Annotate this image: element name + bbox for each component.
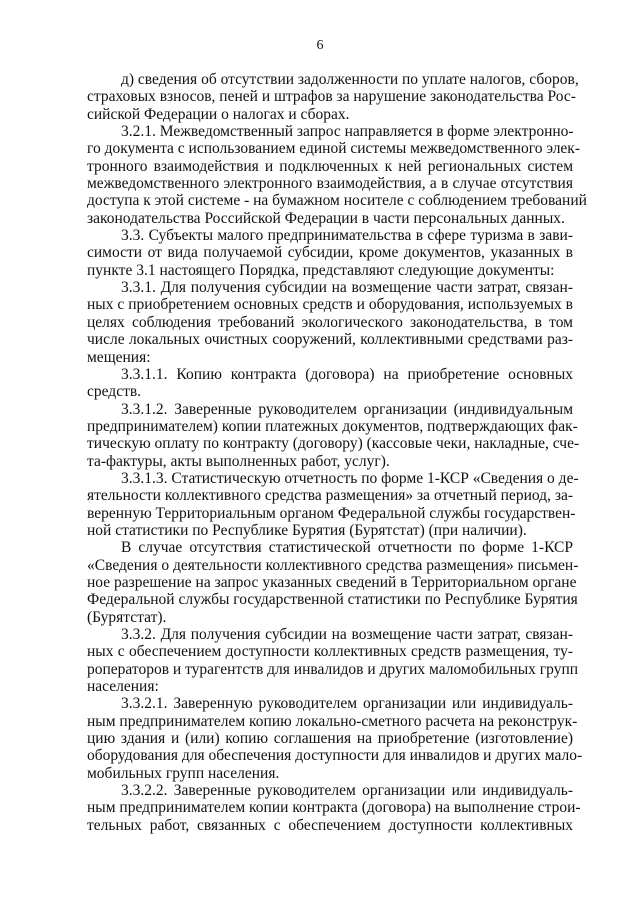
text-line: Федеральной службы государственной статистики по Республике Бурятия	[87, 591, 578, 609]
text-line: 3.3.1.1. Копию контракта (договора) на приобретение основных	[121, 365, 573, 383]
text-line: доступа к этой системе - на бумажном носителе с соблюдением требований	[87, 192, 587, 210]
text-line: ным предпринимателем копии контракта (договора) на выполнение строи-	[87, 799, 581, 817]
text-line: средств.	[87, 383, 142, 401]
text-line: пункте 3.1 настоящего Порядка, представляют следующие документы:	[87, 261, 555, 279]
text-line: ятельности коллективного средства размещения» за отчетный период, за-	[87, 487, 573, 505]
text-line: веренную Территориальным органом Федеральной службы государствен-	[87, 504, 576, 522]
text-line: страховых взносов, пеней и штрафов за нарушение законодательства Рос-	[87, 88, 576, 106]
text-line: населения:	[87, 678, 159, 696]
page-number: 6	[316, 38, 324, 53]
text-line: д) сведения об отсутствии задолженности по уплате налогов, сборов,	[121, 71, 579, 88]
text-line: 3.3.1. Для получения субсидии на возмещение части затрат, связан-	[121, 279, 573, 297]
text-line: В случае отсутствия статистической отчетности по форме 1-КСР	[121, 539, 573, 557]
text-line: 3.2.1. Межведомственный запрос направляется в форме электронно-	[121, 123, 574, 141]
text-line: мобильных групп населения.	[87, 764, 280, 782]
text-line: (Бурятстат).	[87, 608, 167, 626]
text-line: предпринимателем) копии платежных документов, подтверждающих фак-	[87, 417, 578, 435]
text-line: цию здания и (или) копию соглашения на приобретение (изготовление)	[87, 730, 573, 748]
text-line: тическую оплату по контракту (договору) (кассовые чеки, накладные, сче-	[87, 435, 580, 453]
text-line: законодательства Российской Федерации в части персональных данных.	[87, 209, 565, 227]
text-line: ное разрешение на запрос указанных сведений в Территориальном органе	[87, 573, 577, 591]
text-line: 3.3.2.2. Заверенные руководителем организации или индивидуаль-	[121, 782, 573, 800]
text-line: тельных работ, связанных с обеспечением доступности коллективных	[87, 816, 573, 834]
text-line: 3.3.2. Для получения субсидии на возмещение части затрат, связан-	[121, 626, 573, 643]
text-line: ной статистики по Республике Бурятия (Бурятстат) (при наличии).	[87, 521, 527, 539]
text-line: ным предпринимателем копию локально-сметного расчета на реконструк-	[87, 712, 578, 730]
text-line: оборудования для обеспечения доступности для инвалидов и других мало-	[87, 747, 583, 765]
text-line: ных с обеспечением доступности коллективных средств размещения, ту-	[87, 643, 573, 661]
text-line: 3.3.1.2. Заверенные руководителем организации (индивидуальным	[121, 400, 573, 418]
text-line: роператоров и турагентств для инвалидов и других маломобильных групп	[87, 660, 579, 678]
text-line: го документа с использованием единой системы межведомственного элек-	[87, 140, 580, 158]
text-line: числе локальных очистных сооружений, коллективными средствами раз-	[87, 331, 573, 349]
text-line: 3.3.2.1. Заверенную руководителем организации или индивидуаль-	[121, 695, 573, 713]
text-line: целях соблюдения требований экологического законодательства, в том	[87, 313, 573, 331]
text-line: 3.3. Субъекты малого предпринимательства в сфере туризма в зави-	[121, 227, 573, 245]
text-line: тронного взаимодействия и подключенных к ней региональных систем	[87, 157, 573, 175]
text-line: 3.3.1.3. Статистическую отчетность по форме 1-КСР «Сведения о де-	[121, 469, 579, 487]
text-line: та-фактуры, акты выполненных работ, услуг).	[87, 452, 390, 470]
text-line: ных с приобретением основных средств и оборудования, используемых в	[87, 296, 573, 314]
text-line: сийской Федерации о налогах и сборах.	[87, 105, 350, 123]
text-line: межведомственного электронного взаимодействия, а в случае отсутствия	[87, 175, 573, 193]
text-line: «Сведения о деятельности коллективного средства размещения» письмен-	[87, 556, 579, 574]
text-line: симости от вида получаемой субсидии, кроме документов, указанных в	[87, 244, 573, 262]
text-line: мещения:	[87, 348, 151, 366]
body-text	[87, 71, 587, 834]
